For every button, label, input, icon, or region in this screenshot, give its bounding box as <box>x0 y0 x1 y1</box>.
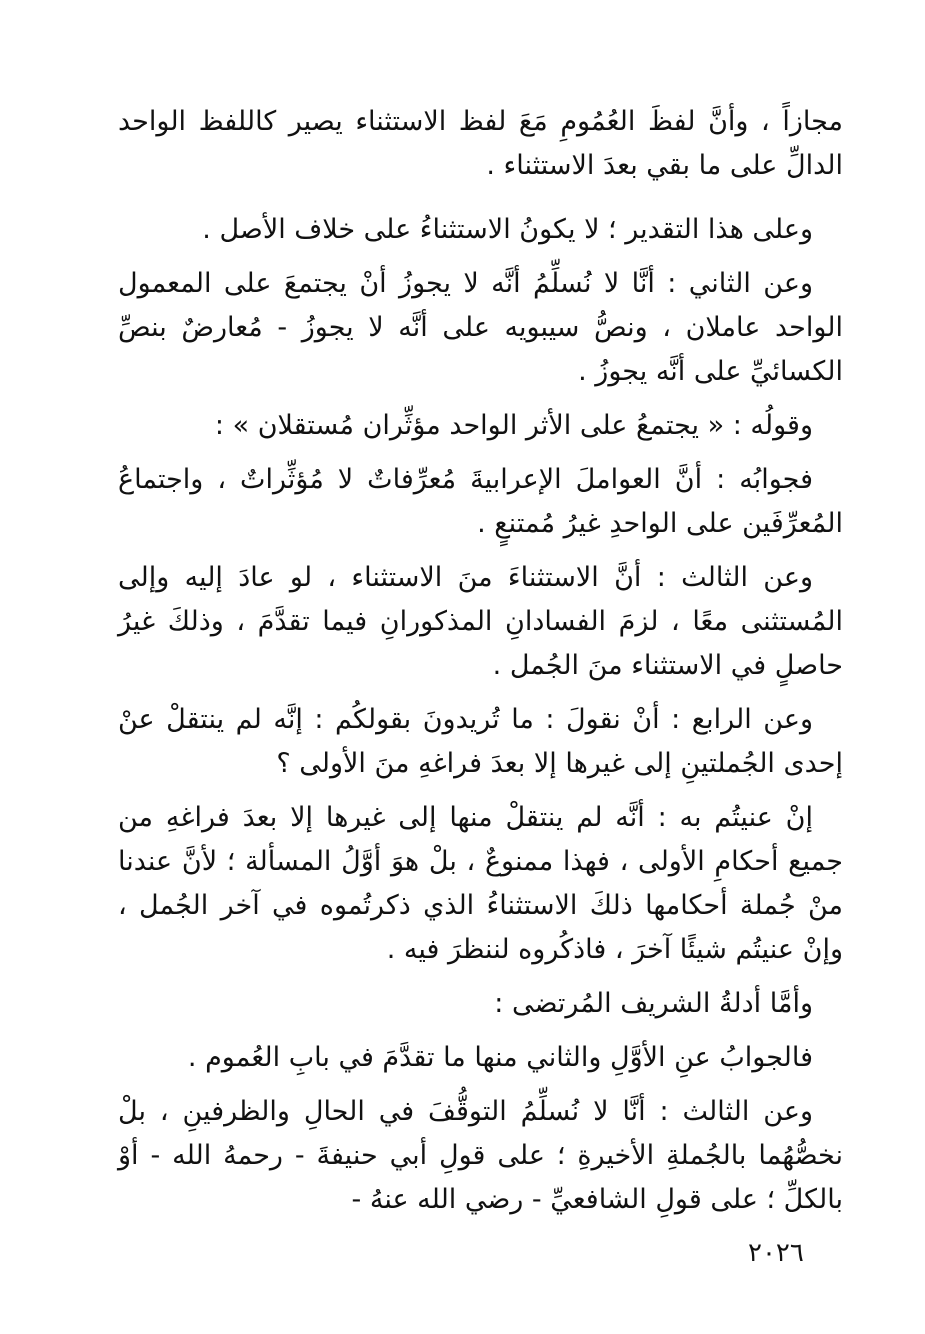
paragraph-murtada-heading: وأمَّا أدلةُ الشريف المُرتضى : <box>494 988 813 1019</box>
paragraph-taqdir: وعلى هذا التقدير ؛ لا يكونُ الاستثناءُ على خلاف الأصل . <box>202 214 813 245</box>
paragraph-first-second: فالجوابُ عنِ الأوَّلِ والثاني منها ما تقدَّمَ في بابِ العُموم . <box>187 1042 813 1073</box>
paragraph-third-answer: وعن الثالث : أنَّ الاستثناءَ منَ الاستثناء ، لو عادَ إليه وإلى المُستثنى معًا ، لزمَ الفسادانِ المذكورانِ فيما تقدَّمَ ، وذلكَ غيرُ حاصلٍ في الاستثناء منَ الجُمل . <box>118 562 843 681</box>
paragraph-quote: وقولُه : « يجتمعُ على الأثر الواحد مؤثِّران مُستقلان » : <box>214 410 813 441</box>
paragraph-response: فجوابُه : أنَّ العواملَ الإعرابيةَ مُعرِّفاتٌ لا مُؤثِّراتٌ ، واجتماعُ المُعرِّفَين على الواحدِ غيرُ مُمتنعٍ . <box>118 464 843 539</box>
paragraph-third-reply: وعن الثالث : أنَّا لا نُسلِّمُ التوقُّفَ في الحالِ والظرفينِ ، بلْ نخصُّهُما بالجُملةِ الأخيرةِ ؛ على قولِ أبي حنيفةَ - رحمهُ الله - أوْ بالكلِّ ؛ على قولِ الشافعيِّ - رضي الله عنهُ - <box>118 1096 843 1215</box>
paragraph-second-answer: وعن الثاني : أنَّا لا نُسلِّمُ أنَّه لا يجوزُ أنْ يجتمعَ على المعمول الواحد عاملان ، ونصُّ سيبويه على أنَّه لا يجوزُ - مُعارضٌ بنصِّ الكسائيِّ على أنَّه يجوزُ . <box>118 268 843 387</box>
paragraph-fourth-answer: وعن الرابع : أنْ نقولَ : ما تُريدونَ بقولكُم : إنَّه لم ينتقلْ عنْ إحدى الجُملتينِ إلى غيرها إلا بعدَ فراغهِ منَ الأولى ؟ <box>118 704 843 779</box>
main-text <box>118 100 843 1222</box>
paragraph-if-meant: إنْ عنيتُم به : أنَّه لم ينتقلْ منها إلى غيرها إلا بعدَ فراغهِ من جميع أحكامِ الأولى ، فهذا ممنوعٌ ، بلْ هوَ أوَّلُ المسألة ؛ لأنَّ عندنا منْ جُملة أحكامها ذلكَ الاستثناءُ الذي ذكرتُموه في آخر الجُمل ، وإنْ عنيتُم شيئًا آخرَ ، فاذكُروه لننظرَ فيه . <box>118 802 843 965</box>
page-number: ٢٠٢٦ <box>748 1238 804 1268</box>
paragraph-continuation: مجازاً ، وأنَّ لفظَ العُمُومِ مَعَ لفظ الاستثناء يصير كاللفظ الواحد الدالِّ على ما بقي بعدَ الاستثناء . <box>118 106 843 181</box>
